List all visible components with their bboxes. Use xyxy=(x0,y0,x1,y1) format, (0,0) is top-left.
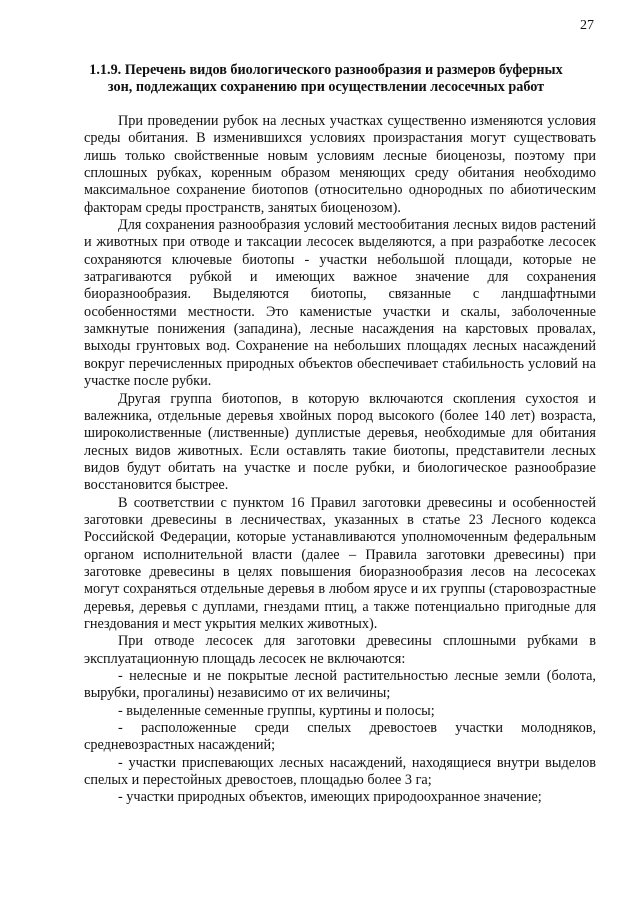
list-item: - нелесные и не покрытые лесной растительностью лесные земли (болота, вырубки, прогалины) независимо от их величины; xyxy=(84,668,596,702)
section-heading: 1.1.9. Перечень видов биологического разнообразия и размеров буферных зон, подлежащих сохранению при осуществлении лесосечных работ xyxy=(89,62,563,95)
paragraph: При отводе лесосек для заготовки древесины сплошными рубками в эксплуатационную площадь лесосек не включаются: xyxy=(84,633,596,667)
list-item: - участки приспевающих лесных насаждений, находящиеся внутри выделов спелых и перестойных древостоев, площадью более 3 га; xyxy=(84,754,596,789)
page-number: 27 xyxy=(580,18,594,33)
paragraph: При проведении рубок на лесных участках существенно изменяются условия среды обитания. В изменившихся условиях произрастания могут существовать лишь только свойственные новым условиям лесные биоценозы, поэтому при сплошных рубках, коренным образом меняющих среду обитания необходимо максимальное сохранение биотопов (относительно однородных по абиотическим факторам среды пространств, занятых биоценозом). xyxy=(84,113,596,216)
list-item: - расположенные среди спелых древостоев участки молодняков, средневозрастных насаждений; xyxy=(84,720,596,754)
list-item: - участки природных объектов, имеющих природоохранное значение; xyxy=(118,789,542,806)
paragraph: Другая группа биотопов, в которую включаются скопления сухостоя и валежника, отдельные деревья хвойных пород высокого (более 140 лет) возраста, широколиственные (лиственные) дуплистые деревья, необходимые для обитания лесных видов животных. Если оставлять такие биотопы, представители лесных видов будут обитать на участке и после рубки, и биологическое разнообразие восстановится быстрее. xyxy=(84,390,596,494)
paragraph: Для сохранения разнообразия условий местообитания лесных видов растений и животных при отводе и таксации лесосек выделяются, а при разработке лесосек сохраняются ключевые биотопы - участки небольшой площади, которые не затрагиваются рубкой и имеющих важное значение для сохранения биоразнообразия. Выделяются биотопы, связанные с ландшафтными особенностями местности. Это каменистые участки и скалы, заболоченные замкнутые понижения (западина), лесные насаждения на карстовых провалах, выходы грунтовых вод. Сохранение на небольших площадях лесных насаждений вокруг перечисленных природных объектов обеспечивает стабильность условий на участке после рубки. xyxy=(84,217,596,390)
list-item: - выделенные семенные группы, куртины и полосы; xyxy=(118,702,435,719)
paragraph: В соответствии с пунктом 16 Правил заготовки древесины и особенностей заготовки древесины в лесничествах, указанных в статье 23 Лесного кодекса Российской Федерации, которые устанавливаются уполномоченным федеральным органом исполнительной власти (далее – Правила заготовки древесины) при заготовке древесины в целях повышения биоразнообразия лесов на лесосеках могут сохраняться отдельные деревья в любом ярусе и их группы (старовозрастные деревья, деревья с дуплами, гнездами птиц, а также потенциально пригодные для гнездования и мест укрытия мелких животных). xyxy=(84,494,596,632)
body-text xyxy=(84,113,596,807)
